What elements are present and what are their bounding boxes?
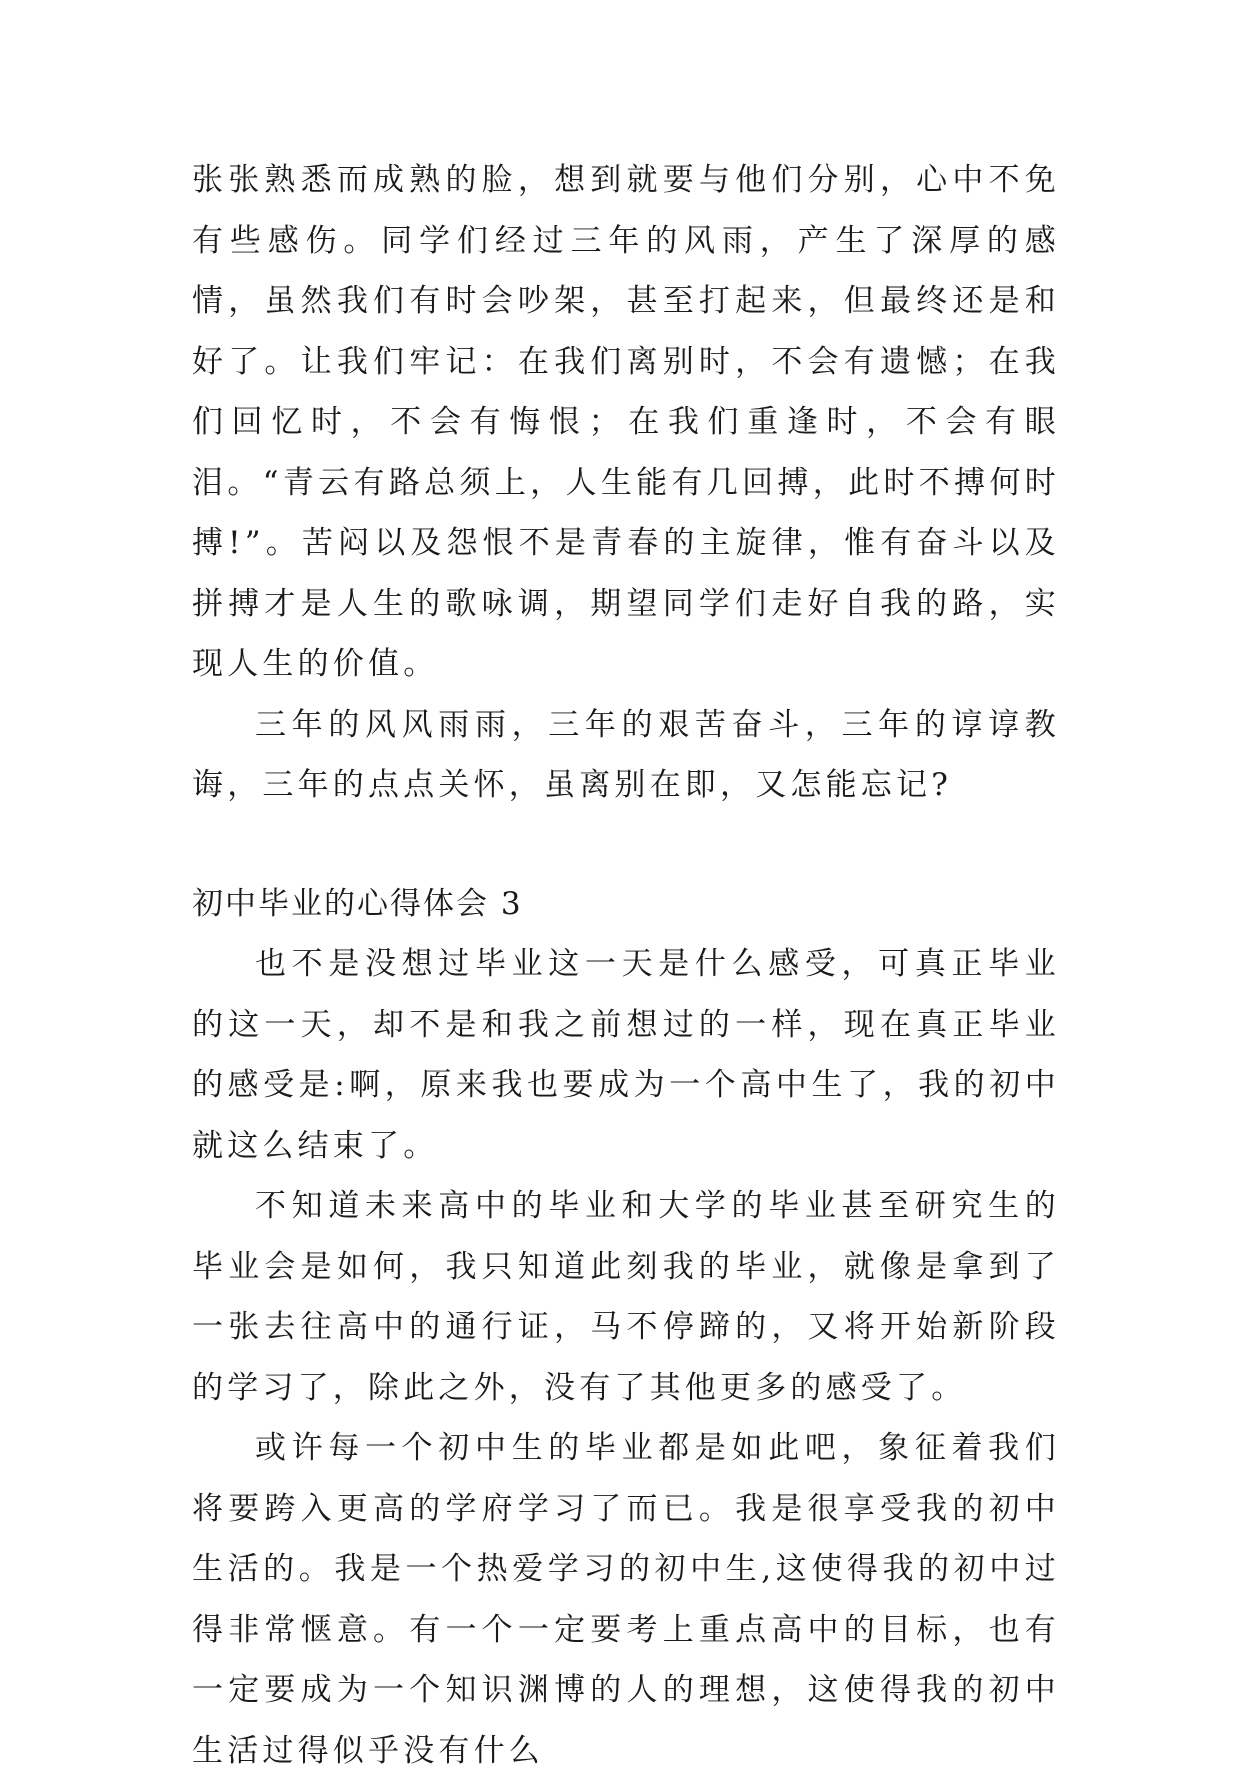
paragraph: 也不是没想过毕业这一天是什么感受，可真正毕业的这一天，却不是和我之前想过的一样，现在真正毕业的感受是:啊，原来我也要成为一个高中生了，我的初中就这么结束了。 xyxy=(192,946,1060,1164)
document-page xyxy=(192,150,1060,1781)
paragraph: 不知道未来高中的毕业和大学的毕业甚至研究生的毕业会是如何，我只知道此刻我的毕业，就像是拿到了一张去往高中的通行证，马不停蹄的，又将开始新阶段的学习了，除此之外，没有了其他更多的感受了。 xyxy=(192,1188,1060,1406)
section-title: 初中毕业的心得体会 3 xyxy=(192,885,523,922)
paragraph: 三年的风风雨雨，三年的艰苦奋斗，三年的谆谆教诲，三年的点点关怀，虽离别在即，又怎能忘记? xyxy=(192,706,1060,803)
paragraph-continued: 张张熟悉而成熟的脸，想到就要与他们分别，心中不免有些感伤。同学们经过三年的风雨，产生了深厚的感情，虽然我们有时会吵架，甚至打起来，但最终还是和好了。让我们牢记：在我们离别时，不会有遗憾；在我们回忆时，不会有悔恨；在我们重逢时，不会有眼泪。“青云有路总须上，人生能有几回搏，此时不搏何时搏!”。苦闷以及怨恨不是青春的主旋律，惟有奋斗以及拼搏才是人生的歌咏调，期望同学们走好自我的路，实现人生的价值。 xyxy=(192,162,1060,682)
paragraph: 或许每一个初中生的毕业都是如此吧，象征着我们将要跨入更高的学府学习了而已。我是很享受我的初中生活的。我是一个热爱学习的初中生,这使得我的初中过得非常惬意。有一个一定要考上重点高中的目标，也有一定要成为一个知识渊博的人的理想，这使得我的初中生活过得似乎没有什么 xyxy=(192,1430,1060,1769)
